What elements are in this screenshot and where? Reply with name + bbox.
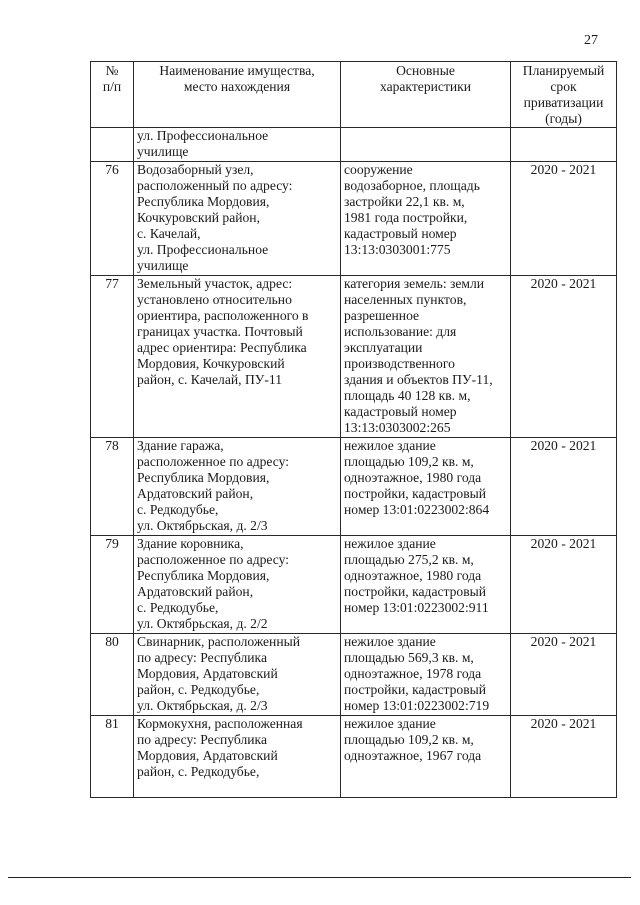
row-number: 80	[91, 634, 134, 716]
table-row	[91, 634, 617, 716]
row-number	[91, 128, 134, 162]
row-number: 81	[91, 716, 134, 798]
property-name: Земельный участок, адрес: установлено относительно ориентира, расположенного в границах участка. Почтовый адрес ориентира: Республика Мордовия, Кочкуровский район, с. Качелай, ПУ-11	[134, 276, 341, 438]
header-term: Планируемый срок приватизации (годы)	[511, 62, 617, 128]
table-row	[91, 536, 617, 634]
privatization-term: 2020 - 2021	[511, 276, 617, 438]
table-header-row	[91, 62, 617, 128]
privatization-term: 2020 - 2021	[511, 438, 617, 536]
property-name: Кормокухня, расположенная по адресу: Республика Мордовия, Ардатовский район, с. Редкодубье,	[134, 716, 341, 798]
row-number: 79	[91, 536, 134, 634]
header-characteristics: Основные характеристики	[341, 62, 511, 128]
table-row	[91, 128, 617, 162]
row-number: 77	[91, 276, 134, 438]
property-name: ул. Профессиональное училище	[134, 128, 341, 162]
property-characteristics	[341, 128, 511, 162]
row-number: 78	[91, 438, 134, 536]
privatization-term	[511, 128, 617, 162]
table-row	[91, 438, 617, 536]
privatization-term: 2020 - 2021	[511, 716, 617, 798]
property-name: Здание коровника, расположенное по адресу: Республика Мордовия, Ардатовский район, с. Редкодубье, ул. Октябрьская, д. 2/2	[134, 536, 341, 634]
property-name: Здание гаража, расположенное по адресу: Республика Мордовия, Ардатовский район, с. Редкодубье, ул. Октябрьская, д. 2/3	[134, 438, 341, 536]
privatization-table	[90, 61, 617, 798]
property-characteristics: нежилое здание площадью 569,3 кв. м, одноэтажное, 1978 года постройки, кадастровый номер 13:01:0223002:719	[341, 634, 511, 716]
table-row	[91, 716, 617, 798]
privatization-term: 2020 - 2021	[511, 634, 617, 716]
privatization-term: 2020 - 2021	[511, 162, 617, 276]
property-name: Свинарник, расположенный по адресу: Республика Мордовия, Ардатовский район, с. Редкодубье, ул. Октябрьская, д. 2/3	[134, 634, 341, 716]
header-name: Наименование имущества, место нахождения	[134, 62, 341, 128]
row-number: 76	[91, 162, 134, 276]
property-name: Водозаборный узел, расположенный по адресу: Республика Мордовия, Кочкуровский район, с. Качелай, ул. Профессиональное училище	[134, 162, 341, 276]
property-characteristics: нежилое здание площадью 275,2 кв. м, одноэтажное, 1980 года постройки, кадастровый номер 13:01:0223002:911	[341, 536, 511, 634]
property-characteristics: категория земель: земли населенных пунктов, разрешенное использование: для эксплуатации производственного здания и объектов ПУ-11, площадь 40 128 кв. м, кадастровый номер 13:13:0303002:265	[341, 276, 511, 438]
page-number: 27	[584, 33, 598, 48]
privatization-term: 2020 - 2021	[511, 536, 617, 634]
bottom-rule	[8, 877, 631, 878]
property-characteristics: нежилое здание площадью 109,2 кв. м, одноэтажное, 1980 года постройки, кадастровый номер 13:01:0223002:864	[341, 438, 511, 536]
header-num: № п/п	[91, 62, 134, 128]
table-row	[91, 276, 617, 438]
property-characteristics: нежилое здание площадью 109,2 кв. м, одноэтажное, 1967 года	[341, 716, 511, 798]
property-characteristics: сооружение водозаборное, площадь застройки 22,1 кв. м, 1981 года постройки, кадастровый номер 13:13:0303001:775	[341, 162, 511, 276]
table-row	[91, 162, 617, 276]
